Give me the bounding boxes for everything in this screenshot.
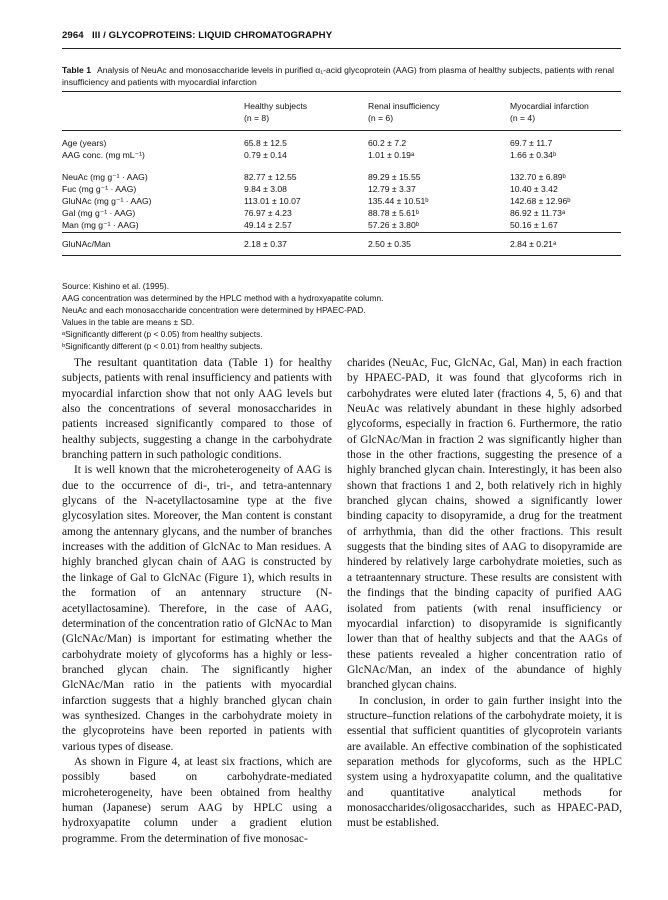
row-label: GluNAc/Man — [62, 239, 111, 249]
table-cell: 135.44 ± 10.51ᵇ — [368, 196, 429, 206]
row-label: GluNAc (mg g⁻¹ · AAG) — [62, 196, 152, 206]
table-cell: 132.70 ± 6.89ᵇ — [510, 172, 566, 182]
table-cell: 2.18 ± 0.37 — [244, 239, 287, 249]
table-cell: 142.68 ± 12.96ᵇ — [510, 196, 571, 206]
table-cell: 1.01 ± 0.19ᵃ — [368, 150, 415, 160]
table-cell: 89.29 ± 15.55 — [368, 172, 421, 182]
table-note: AAG concentration was determined by the HPLC method with a hydroxyapatite column. — [62, 293, 384, 303]
table-rule-2 — [62, 232, 621, 233]
table-n-row — [62, 112, 621, 124]
table-top-rule — [62, 91, 621, 92]
table-cell: 88.78 ± 5.61ᵇ — [368, 208, 419, 218]
table-cell: 9.84 ± 3.08 — [244, 184, 287, 194]
table-row — [62, 219, 621, 231]
table-row — [62, 149, 621, 161]
col-n: (n = 6) — [368, 113, 394, 123]
table-note: ᵇSignificantly different (p < 0.01) from healthy subjects. — [62, 341, 263, 351]
body-paragraph: As shown in Figure 4, at least six fractions, which are possibly based on carbohydrate-mediated microheterogeneity, have been obtained from healthy human (Japanese) serum AAG by HPLC using a hydroxyapatite column under a gradient elution programme. From the determination of five monosac- — [62, 755, 332, 845]
row-label: Man (mg g⁻¹ · AAG) — [62, 220, 139, 230]
col-header: Renal insufficiency — [368, 101, 440, 111]
table-cell: 86.92 ± 11.73ᵃ — [510, 208, 566, 218]
table-cell: 60.2 ± 7.2 — [368, 138, 407, 148]
table-cell: 0.79 ± 0.14 — [244, 150, 287, 160]
row-label: AAG conc. (mg mL⁻¹) — [62, 150, 145, 160]
table-cell: 2.84 ± 0.21ᵃ — [510, 239, 557, 249]
table-header-rule — [62, 130, 621, 131]
table-label: Table 1 — [62, 65, 91, 75]
table-block — [62, 64, 622, 351]
body-paragraph: In conclusion, in order to gain further insight into the structure–function relations of the carbohydrate moiety, it is essential that sufficient quantities of glycoprotein variants are available. An effective combination of the sophisticated separation methods for glycoforms, such as the HPLC system using a hydroxyapatite column, and the qualitative and quantitative analytical methods for monosaccharides/oligosaccharides, such as HPAEC-PAD, must be established. — [347, 694, 622, 830]
table-cell: 82.77 ± 12.55 — [244, 172, 297, 182]
row-label: Age (years) — [62, 138, 107, 148]
table-cell: 57.26 ± 3.80ᵇ — [368, 220, 419, 230]
body-paragraph: The resultant quantitation data (Table 1) for healthy subjects, patients with renal insufficiency and patients with myocardial infarction show that not only AAG levels but also the concentrations of several monosaccharides in patients increased significantly compared to those of healthy subjects, suggesting a change in the carbohydrate branching pattern in such pathologic conditions. — [62, 357, 332, 462]
page-number: 2964 — [62, 30, 84, 41]
table-note: NeuAc and each monosaccharide concentration were determined by HPAEC-PAD. — [62, 305, 366, 315]
page-header — [62, 30, 622, 41]
table-cell: 1.66 ± 0.34ᵇ — [510, 150, 557, 160]
table-cell: 76.97 ± 4.23 — [244, 208, 292, 218]
table-cell: 10.40 ± 3.42 — [510, 184, 558, 194]
table-cell: 65.8 ± 12.5 — [244, 138, 287, 148]
table-row — [62, 195, 621, 207]
row-label: Fuc (mg g⁻¹ · AAG) — [62, 184, 137, 194]
row-label: NeuAc (mg g⁻¹ · AAG) — [62, 172, 148, 182]
body-column-left — [62, 356, 332, 847]
table-cell: 69.7 ± 11.7 — [510, 138, 553, 148]
table-cell: 2.50 ± 0.35 — [368, 239, 411, 249]
table-row — [62, 137, 621, 149]
table-row — [62, 238, 621, 250]
body-paragraph: It is well known that the microheterogeneity of AAG is due to the occurrence of di-, tri-, and tetra-antennary glycans of the N-acetyllactosamine type at the five glycosylation sites. Moreover, the Man content is constant among the antennary glycans, and the number of branches increases with the addition of GlcNAc to Man residues. A highly branched glycan chain of AAG is constructed by the linkage of Gal to GlcNAc (Figure 1), which results in the formation of an antennary structure (N-acetyllactosamine). Therefore, in the case of AAG, determination of the concentration ratio of GlcNAc to Man (GlcNAc/Man) is important for estimating whether the carbohydrate moiety of glycoforms has a highly or less-branched glycan chain. The significantly higher GlcNAc/Man ratio in the patients with myocardial infarction suggests that a highly branched glycan chain was synthesized. Changes in the carbohydrate moiety in the glycoproteins have been reported in patients with various types of disease. — [62, 464, 332, 753]
table-cell: 49.14 ± 2.57 — [244, 220, 292, 230]
body-column-right — [347, 356, 622, 832]
table-cell: 113.01 ± 10.07 — [244, 196, 301, 206]
table-note: Source: Kishino et al. (1995). — [62, 281, 169, 291]
col-n: (n = 4) — [510, 113, 536, 123]
table-note: Values in the table are means ± SD. — [62, 317, 195, 327]
table-note: ᵃSignificantly different (p < 0.05) from healthy subjects. — [62, 329, 263, 339]
table-cell: 50.16 ± 1.67 — [510, 220, 558, 230]
table-cell: 12.79 ± 3.37 — [368, 184, 416, 194]
row-label: Gal (mg g⁻¹ · AAG) — [62, 208, 136, 218]
table-row — [62, 183, 621, 195]
section-title: III / GLYCOPROTEINS: LIQUID CHROMATOGRAPHY — [92, 30, 333, 41]
table-row — [62, 171, 621, 183]
body-paragraph: charides (NeuAc, Fuc, GlcNAc, Gal, Man) in each fraction by HPAEC-PAD, it was found that glycoforms rich in carbohydrates were eluted later (fractions 4, 5, 6) and that NeuAc was relatively abundant in these highly adsorbed glycoforms, especially in fraction 6. Furthermore, the ratio of GlcNAc/Man in fraction 2 was significantly higher than those in the other fractions, suggesting the presence of a highly branched glycan chain. Interestingly, it has been also shown that fractions 1 and 2, both relatively rich in highly branched glycan chains, showed a significantly lower binding capacity to disopyramide, a drug for the treatment of arrhythmia, than did the other fractions. This result suggests that the binding sites of AAG to disopyramide are hindered by relatively large carbohydrate moieties, such as a tetraantennary structure. These results are consistent with the findings that the binding capacity of purified AAG isolated from patients (with renal insufficiency or myocardial infarction) to disopyramide is significantly lower than that of healthy subjects and that the AAGs of these patients revealed a higher concentration ratio of GlcNAc/Man, an index of the abundance of highly branched glycan chains. — [347, 357, 622, 692]
table-caption-text: Analysis of NeuAc and monosaccharide levels in purified α₁-acid glycoprotein (AAG) from plasma of healthy subjects, patients with renal insufficiency and patients with myocardial infarction — [62, 65, 615, 87]
table-bottom-rule — [62, 255, 621, 256]
table-caption — [62, 64, 622, 88]
col-header: Healthy subjects — [244, 101, 308, 111]
table-header-row — [62, 100, 621, 112]
col-n: (n = 8) — [244, 113, 270, 123]
col-header: Myocardial infarction — [510, 101, 589, 111]
table-notes — [62, 280, 622, 352]
header-rule — [62, 48, 621, 49]
table-row — [62, 207, 621, 219]
